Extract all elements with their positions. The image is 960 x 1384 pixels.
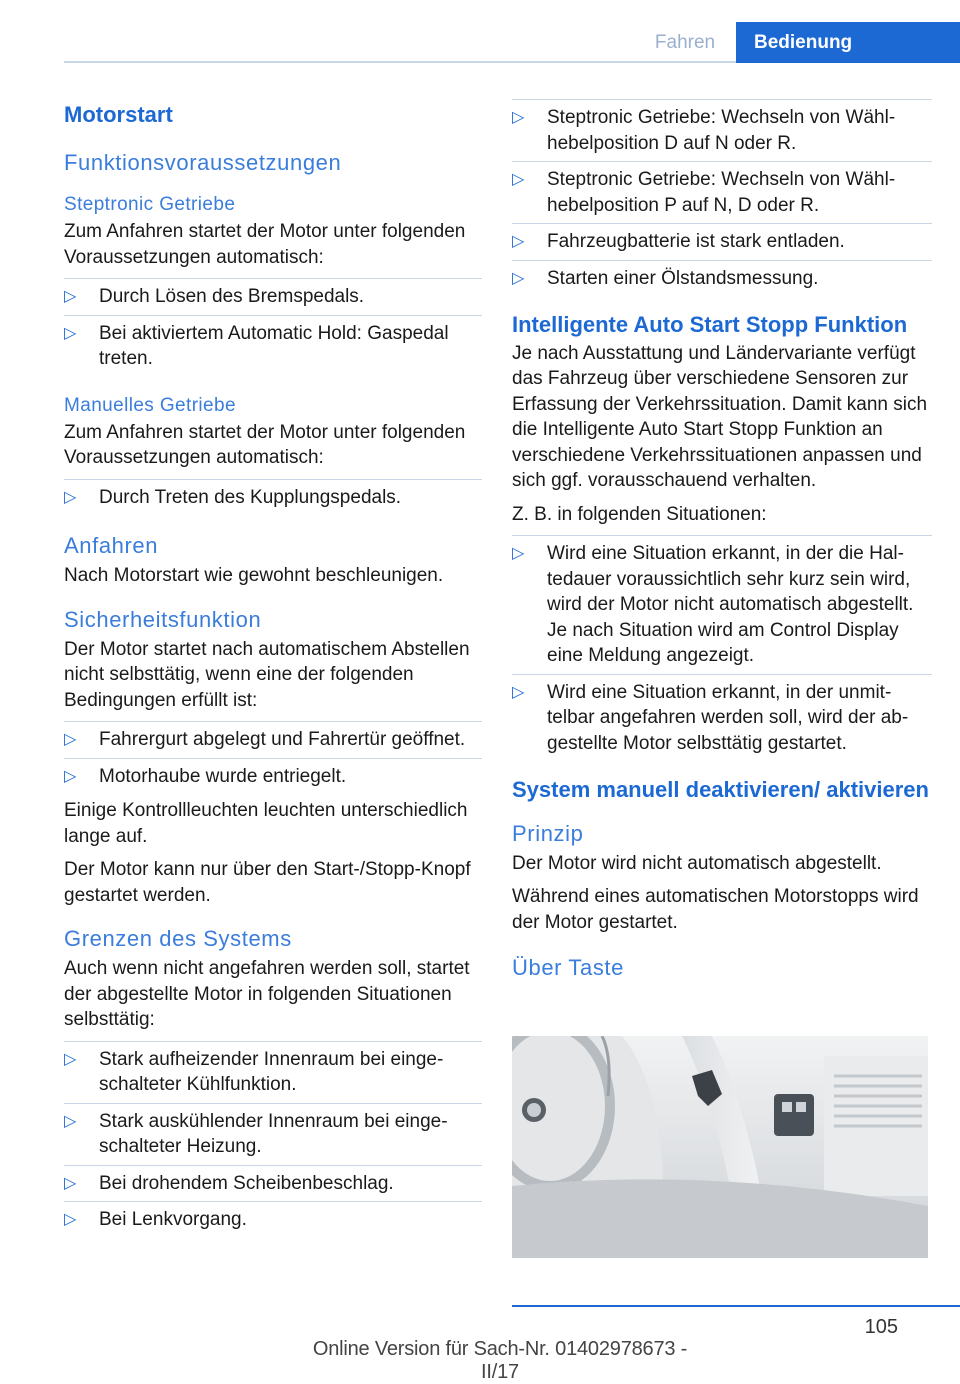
triangle-right-icon: ▷ [64,731,77,748]
dashboard-photo [512,1036,928,1258]
subsection-title-funktionsvoraussetzungen: Funktionsvoraussetzungen [64,150,342,175]
list-item: ▷ Motorhaube wurde entriegelt. [64,758,482,795]
list-steptronic [64,278,482,377]
list-item: ▷ Durch Treten des Kupplungspedals. [64,479,482,516]
list-item: ▷ Starten einer Ölstandsmessung. [512,260,932,297]
triangle-right-icon: ▷ [512,233,525,250]
triangle-right-icon: ▷ [64,288,77,305]
triangle-right-icon: ▷ [512,109,525,126]
list-manuell [64,479,482,516]
heading-prinzip: Prinzip [512,820,584,846]
list-item: ▷ Wird eine Situation erkannt, in der unmittelbar angefahren werden soll, wird der abgestellte Motor selbsttätig gestartet. [512,674,932,762]
list-item: ▷ Wird eine Situation erkannt, in der die Haltedauer voraussichtlich sehr kurz sein wird, wird der Motor nicht automatisch abgestellt. Je nach Situation wird am Control Display eine Meldung angezeigt. [512,535,932,674]
list-item: ▷ Bei drohendem Scheibenbeschlag. [64,1165,482,1202]
paragraph-manuell-intro: Zum Anfahren startet der Motor unter folgenden Voraussetzungen automatisch: [64,421,466,468]
triangle-right-icon: ▷ [512,171,525,188]
online-version-note: Online Version für Sach-Nr. 01402978673 - II/17 [312,1338,688,1383]
left-column [64,100,482,1254]
list-item: ▷ Fahrergurt abgelegt und Fahrertür geöffnet. [64,721,482,758]
paragraph-anfahren: Nach Motorstart wie gewohnt beschleunigen. [64,565,444,586]
heading-manuell: Manuelles Getriebe [64,394,236,416]
heading-system-manuell: System manuell deaktivieren/ aktivieren [512,777,929,802]
page-number: 105 [864,1316,898,1338]
list-item: ▷ Fahrzeugbatterie ist stark entladen. [512,223,932,260]
dashboard-illustration [512,1036,928,1258]
list-grenzen [64,1041,482,1238]
right-column [512,100,932,985]
triangle-right-icon: ▷ [64,1112,77,1130]
tab-bedienung[interactable]: Bedienung [736,22,960,63]
triangle-right-icon: ▷ [512,683,525,701]
list-right-top [512,99,932,296]
list-item: ▷ Stark auskühlender Innenraum bei eingeschalteter Heizung. [64,1103,482,1165]
paragraph-steptronic-intro: Zum Anfahren startet der Motor unter folgenden Voraussetzungen automatisch: [64,221,466,268]
list-item: ▷ Durch Lösen des Bremspedals. [64,278,482,315]
section-title-motorstart: Motorstart [64,102,173,127]
list-item: ▷ Steptronic Getriebe: Wechseln von Wählhebelposition D auf N oder R. [512,99,932,161]
triangle-right-icon: ▷ [64,1050,77,1068]
heading-intelligente-auto-start-stopp: Intelligente Auto Start Stopp Funktion [512,312,908,337]
list-item: ▷ Steptronic Getriebe: Wechseln von Wählhebelposition P auf N, D oder R. [512,161,932,223]
heading-ueber-taste: Über Taste [512,955,624,980]
heading-sicherheit: Sicherheitsfunktion [64,606,262,632]
triangle-right-icon: ▷ [512,545,525,562]
heading-anfahren: Anfahren [64,533,159,558]
paragraph-example: Z. B. in folgenden Situationen: [512,503,767,525]
triangle-right-icon: ▷ [64,1211,77,1228]
triangle-right-icon: ▷ [64,767,77,785]
triangle-right-icon: ▷ [64,324,77,342]
list-item: ▷ Bei Lenkvorgang. [64,1201,482,1238]
paragraph-sicherheit-after2: Der Motor kann nur über den Start-/Stopp-Knopf gestartet werden. [64,859,471,906]
triangle-right-icon: ▷ [64,1174,77,1192]
paragraph-prinzip-1: Der Motor wird nicht automatisch abgestellt. [512,852,882,874]
list-sicherheit [64,721,482,794]
paragraph-sicherheit-intro: Der Motor startet nach automatischem Abstellen nicht selbsttätig, wenn eine der folgenden Bedingungen erfüllt ist: [64,638,470,711]
footer-rule [512,1305,960,1307]
paragraph-sicherheit-after1: Einige Kontrollleuchten leuchten unterschiedlich lange auf. [64,800,468,847]
paragraph-intelligent: Je nach Ausstattung und Ländervariante verfügt das Fahrzeug über verschiedene Sensoren zur Erfassung der Verkehrssituation. Damit kann sich die Intelligente Auto Start Stopp Funktion an verschiedene Verkehrssituationen anpassen und sich ggf. vorausschauend verhalten. [512,342,928,491]
paragraph-prinzip-2: Während eines automatischen Motorstopps wird der Motor gestartet. [512,886,919,933]
heading-grenzen: Grenzen des Systems [64,926,292,951]
triangle-right-icon: ▷ [512,269,525,287]
tab-fahren[interactable]: Fahren [654,32,716,53]
list-item: ▷ Bei aktiviertem Automatic Hold: Gaspedal treten. [64,315,482,377]
list-item: ▷ Stark aufheizender Innenraum bei eingeschalteter Kühlfunktion. [64,1041,482,1103]
paragraph-grenzen-intro: Auch wenn nicht angefahren werden soll, startet der abgestellte Motor in folgenden Situationen selbsttätig: [64,958,470,1030]
triangle-right-icon: ▷ [64,488,77,506]
list-intelligent [512,535,932,761]
heading-steptronic: Steptronic Getriebe [64,194,236,215]
